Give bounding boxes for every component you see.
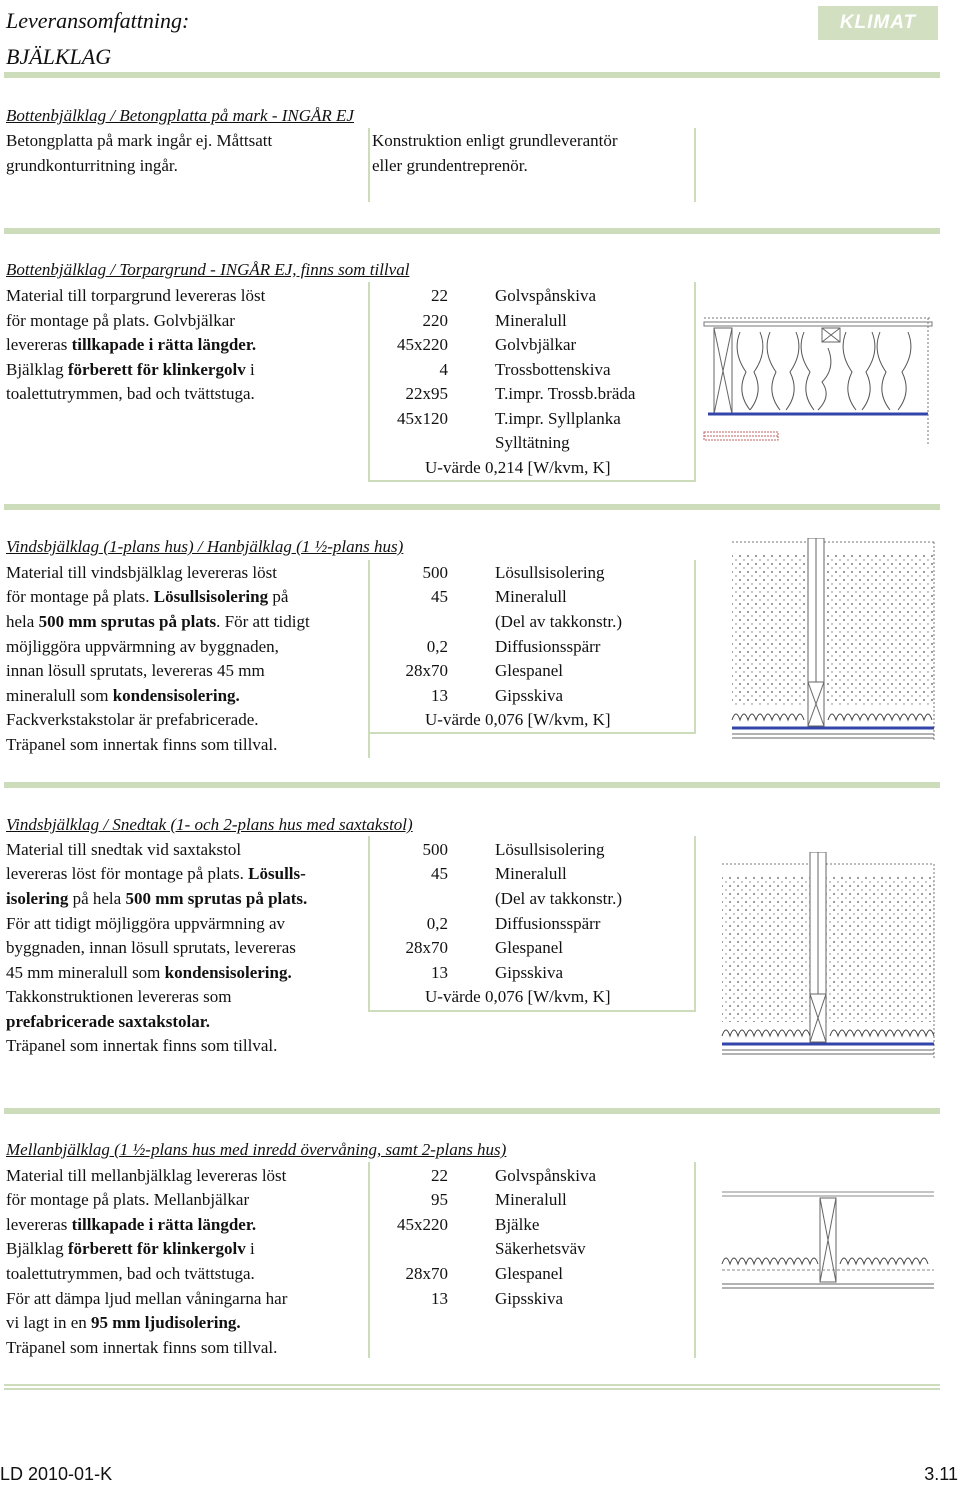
material: Diffusionsspärr	[495, 637, 601, 656]
text-line: eller grundentreprenör.	[372, 156, 528, 175]
column-rule	[368, 836, 370, 1012]
material: Sylltätning	[495, 433, 570, 452]
mellanbjalklag-diagram	[720, 1180, 936, 1300]
material: Gipsskiva	[495, 963, 563, 982]
dimension: 500	[422, 840, 448, 859]
vindsbjalklag-diagram	[730, 538, 936, 742]
text-line: För att tidigt möjliggöra uppvärmning av	[6, 914, 286, 933]
dimension: 45	[431, 864, 448, 883]
material: Diffusionsspärr	[495, 914, 601, 933]
section-title: Bottenbjälklag / Betongplatta på mark - INGÅR EJ	[6, 106, 354, 125]
material: (Del av takkonstr.)	[495, 612, 622, 631]
text-line: Träpanel som innertak finns som tillval.	[6, 1036, 278, 1055]
page-number: 3.11	[924, 1464, 958, 1484]
text-line: toalettutrymmen, bad och tvättstuga.	[6, 1264, 255, 1283]
dimension: 28x70	[405, 1264, 448, 1283]
text-line: Träpanel som innertak finns som tillval.	[6, 1338, 278, 1357]
divider	[4, 72, 940, 78]
dimension: 13	[431, 963, 448, 982]
text-line: mineralull som kondensisolering.	[6, 686, 240, 705]
dimension: 13	[431, 686, 448, 705]
document-code: LD 2010-01-K	[0, 1464, 113, 1484]
text-line: Material till torpargrund levereras löst	[6, 286, 266, 305]
dimension: 220	[422, 311, 448, 330]
dimension: 28x70	[405, 938, 448, 957]
snedtak-diagram	[720, 852, 936, 1058]
material: Mineralull	[495, 864, 567, 883]
text-line: levereras tillkapade i rätta längder.	[6, 1215, 257, 1234]
column-rule	[368, 560, 370, 758]
text-line: Fackverkstakstolar är prefabricerade.	[6, 710, 259, 729]
dimension: 22	[431, 286, 448, 305]
material: Mineralull	[495, 311, 567, 330]
text-line: prefabricerade saxtakstolar.	[6, 1012, 210, 1031]
material: Bjälke	[495, 1215, 540, 1234]
divider	[4, 1108, 940, 1114]
divider	[4, 1388, 940, 1390]
divider	[4, 228, 940, 234]
section-title: Mellanbjälklag (1 ½-plans hus med inredd övervåning, samt 2-plans hus)	[6, 1140, 507, 1159]
text-line: för montage på plats. Lösullsisolering på	[6, 587, 289, 606]
material: Gipsskiva	[495, 1289, 563, 1308]
u-value: U-värde 0,214 [W/kvm, K]	[425, 458, 611, 477]
dimension: 0,2	[426, 914, 448, 933]
column-rule	[368, 128, 370, 202]
text-line: innan lösull sprutats, levereras 45 mm	[6, 661, 265, 680]
dimension: 0,2	[426, 637, 448, 656]
row-rule	[368, 732, 696, 734]
text-line: Konstruktion enligt grundleverantör	[372, 131, 618, 150]
material: T.impr. Trossb.bräda	[495, 384, 636, 403]
text-line: Material till vindsbjälklag levereras löst	[6, 563, 277, 582]
text-line: Material till mellanbjälklag levereras löst	[6, 1166, 287, 1185]
column-rule	[694, 836, 696, 1012]
dimension: 13	[431, 1289, 448, 1308]
material: Glespanel	[495, 661, 563, 680]
text-line: möjliggöra uppvärmning av byggnaden,	[6, 637, 279, 656]
text-line: för montage på plats. Mellanbjälkar	[6, 1190, 250, 1209]
column-rule	[694, 560, 696, 732]
text-line: vi lagt in en 95 mm ljudisolering.	[6, 1313, 241, 1332]
dimension: 4	[439, 360, 448, 379]
material: (Del av takkonstr.)	[495, 889, 622, 908]
material: Trossbottenskiva	[495, 360, 611, 379]
material: Mineralull	[495, 587, 567, 606]
dimension: 45x220	[397, 335, 448, 354]
dimension: 22	[431, 1166, 448, 1185]
column-rule	[694, 128, 696, 202]
row-rule	[368, 480, 696, 482]
dimension: 45x120	[397, 409, 448, 428]
material: T.impr. Syllplanka	[495, 409, 621, 428]
row-rule	[368, 1010, 696, 1012]
u-value: U-värde 0,076 [W/kvm, K]	[425, 710, 611, 729]
column-rule	[694, 1162, 696, 1358]
text-line: för montage på plats. Golvbjälkar	[6, 311, 235, 330]
klimat-badge: KLIMAT	[818, 6, 938, 40]
material: Glespanel	[495, 1264, 563, 1283]
text-line: isolering på hela 500 mm sprutas på plats.	[6, 889, 308, 908]
material: Glespanel	[495, 938, 563, 957]
text-line: Takkonstruktionen levereras som	[6, 987, 232, 1006]
u-value: U-värde 0,076 [W/kvm, K]	[425, 987, 611, 1006]
material: Gipsskiva	[495, 686, 563, 705]
text-line: levereras tillkapade i rätta längder.	[6, 335, 257, 354]
dimension: 28x70	[405, 661, 448, 680]
torpargrund-diagram	[700, 296, 936, 444]
divider	[4, 1384, 940, 1386]
material: Golvspånskiva	[495, 1166, 597, 1185]
material: Mineralull	[495, 1190, 567, 1209]
text-line: toalettutrymmen, bad och tvättstuga.	[6, 384, 255, 403]
dimension: 95	[431, 1190, 448, 1209]
divider	[4, 782, 940, 788]
text-line: byggnaden, innan lösull sprutats, levereras	[6, 938, 296, 957]
text-line: Bjälklag förberett för klinkergolv i	[6, 360, 255, 379]
section-title: Vindsbjälklag (1-plans hus) / Hanbjälklag (1 ½-plans hus)	[6, 537, 404, 556]
text-line: grundkonturritning ingår.	[6, 156, 178, 175]
text-line: Betongplatta på mark ingår ej. Måttsatt	[6, 131, 273, 150]
divider	[4, 504, 940, 510]
material: Golvbjälkar	[495, 335, 577, 354]
dimension: 45x220	[397, 1215, 448, 1234]
column-rule	[368, 282, 370, 482]
text-line: hela 500 mm sprutas på plats. För att tidigt	[6, 612, 310, 631]
page-title: Leveransomfattning:	[6, 8, 190, 33]
material: Säkerhetsväv	[495, 1239, 586, 1258]
text-line: 45 mm mineralull som kondensisolering.	[6, 963, 292, 982]
column-rule	[694, 282, 696, 482]
material: Lösullsisolering	[495, 563, 605, 582]
text-line: Bjälklag förberett för klinkergolv i	[6, 1239, 255, 1258]
text-line: För att dämpa ljud mellan våningarna har	[6, 1289, 288, 1308]
column-rule	[368, 1162, 370, 1358]
text-line: Material till snedtak vid saxtakstol	[6, 840, 242, 859]
dimension: 500	[422, 563, 448, 582]
text-line: levereras löst för montage på plats. Lösulls-	[6, 864, 306, 883]
dimension: 45	[431, 587, 448, 606]
material: Golvspånskiva	[495, 286, 597, 305]
section-title: Vindsbjälklag / Snedtak (1- och 2-plans hus med saxtakstol)	[6, 815, 413, 834]
material: Lösullsisolering	[495, 840, 605, 859]
section-title: Bottenbjälklag / Torpargrund - INGÅR EJ, finns som tillval	[6, 260, 410, 279]
text-line: Träpanel som innertak finns som tillval.	[6, 735, 278, 754]
page-subtitle: BJÄLKLAG	[6, 44, 112, 69]
dimension: 22x95	[405, 384, 448, 403]
